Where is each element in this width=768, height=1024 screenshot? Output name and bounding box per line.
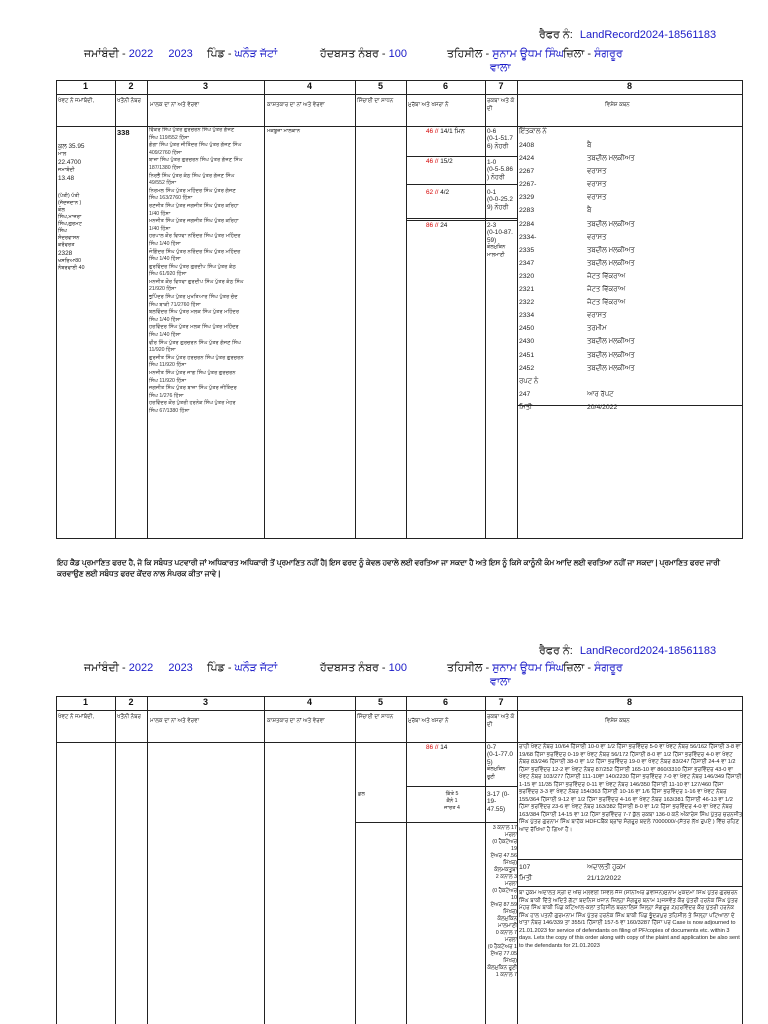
owner-line: ਸਿੰਘ 119/552 ਹਿੱਸਾ: [149, 134, 190, 141]
owner-line: 409/2760 ਹਿੱਸਾ: [149, 149, 182, 156]
owner-line: ਮਨਜੀਤ ਕੌਰ ਵਿਧਵਾ ਗੁਰਦੀਪ ਸਿੰਘ ਪੁੱਤਰ ਕੰਠ ਸਿੰਘ: [149, 278, 244, 285]
area-line: ਮਾਲਮਾਣੀ: [487, 251, 505, 258]
remark-key: 2334: [519, 312, 535, 320]
record-ref-label: ਰੈਫਰ ਨੰ:: [539, 645, 573, 657]
khewat-line: ਕੁਲ 35.95: [58, 143, 85, 150]
plot-area: [487, 159, 513, 181]
zila-field: [563, 662, 623, 675]
remark-row: [519, 322, 635, 335]
remark-key: 2424: [519, 155, 535, 163]
remark-key: 2408: [519, 142, 535, 149]
remark-key: 2267: [519, 168, 535, 176]
col-head-remarks: ਵਿਸ਼ੇਸ਼ ਕਥਨ: [605, 102, 630, 108]
col-head-khatoni: ਖਤੌਨੀ ਨੰਬਰ: [117, 98, 141, 104]
zila-label: ਜ਼ਿਲਾ -: [563, 662, 592, 674]
jamabandi-field: [84, 48, 193, 61]
col-head-irrigation: ਸਿੰਚਾਈ ਦਾ ਸਾਧਨ: [357, 714, 394, 720]
remark-value: ਵਰਾਸਤ: [587, 233, 607, 241]
area-line: ਰੂਣੀ: [487, 773, 495, 780]
owner-line: ਨਿਰਮਲ ਸਿੰਘ ਪੁੱਤਰ ਮਹਿੰਦਰ ਸਿੰਘ ਪੁੱਤਰ ਗੱਜਣ: [149, 187, 236, 194]
owner-line: ਬਾਜ਼ਾ ਸਿੰਘ ਪੁੱਤਰ ਗੁਰਚਰਨ ਸਿੰਘ ਪੁੱਤਰ ਗੱਜਣ ਸਿੰਘ: [149, 157, 243, 164]
area-line: 0-6: [487, 128, 497, 135]
remark-row: [519, 152, 635, 165]
hadbast-field: [320, 662, 407, 675]
zila-label: ਜ਼ਿਲਾ -: [563, 48, 592, 60]
record-ref: [539, 645, 716, 658]
khewat-line: ਸਿੰਘ,ਗੁਰਮਟ: [58, 221, 82, 227]
remark-text-mortgage: ਰਾਹੀ ਖੇਵਟ ਨੰਬਰ 10/64 ਹਿੱਸਾਈ 10-0 ਵਾ 1/2 ਹਿੱਸਾ ਭਰਵਿੰਦਰ 5-0 ਵਾ ਖੇਵਟ ਨੰਬਰ 56/162 ਹਿੱਸਾਈ 3-8 ਵਾ 19/68 ਹਿੱਸਾ ਭਰਵਿੰਦਰ 0-19 ਵਾ ਖੇਵਟ ਨੰਬਰ 56/172 ਹਿੱਸਾਈ 8-0 ਵਾ 1/2 ਹਿੱਸਾ ਭਰਵਿੰਦਰ 4-0 ਵਾ ਖੇਵਟ ਨੰਬਰ 83/246 ਹਿੱਸਾਈ 38-0 ਵਾ 1/2 ਹਿੱਸਾ ਭਰਵਿੰਦਰ 19-0 ਵਾ ਖੇਵਟ ਨੰਬਰ 83/247 ਹਿੱਸਾਈ 24-4 ਵਾ 1/2 ਹਿੱਸਾ ਭਰਵਿੰਦਰ 12-2 ਵਾ ਖੇਵਟ ਨੰਬਰ 87/252 ਹਿੱਸਾਈ 165-10 ਵਾ 860/3310 ਹਿੱਸਾ ਭਰਵਿੰਦਰ 43-0 ਵਾ ਖੇਵਟ ਨੰਬਰ 103/277 ਹਿੱਸਾਈ 111-10ਵਾ 140/2230 ਹਿੱਸਾ ਭਰਵਿੰਦਰ 7-0 ਵਾ ਖੇਵਟ ਨੰਬਰ 146/349 ਹਿੱਸਾਈ 1-15 ਵਾ 11/35 ਹਿੱਸਾ ਭਰਵਿੰਦਰ 0-11 ਵਾ ਖੇਵਟ ਨੰਬਰ 146/350 ਹਿੱਸਾਈ 11-10 ਵਾ 127/460 ਹਿੱਸਾ ਭਰਵਿੰਦਰ 3-3 ਵਾ ਖੇਵਟ ਨੰਬਰ 154/363 ਹਿੱਸਾਈ 10-16 ਵਾ 1/6 ਹਿੱਸਾ ਭਰਵਿੰਦਰ 1-16 ਵਾ ਖੇਵਟ ਨੰਬਰ 155/364 ਹਿੱਸਾਈ 9-12 ਵਾ 1/2 ਹਿੱਸਾ ਭਰਵਿੰਦਰ 4-16 ਵਾ ਖੇਵਟ ਨੰਬਰ 163/381 ਹਿੱਸਾਈ 46-13 ਵਾ 1/2 ਹਿੱਸਾ ਭਰਵਿੰਦਰ 23-6 ਵਾ ਖੇਵਟ ਨੰਬਰ 163/382 ਹਿੱਸਾਈ 8-0 ਵਾ 1/2 ਹਿੱਸਾ ਭਰਵਿੰਦਰ 4-0 ਵਾ ਖੇਵਟ ਨੰਬਰ 163/384 ਹਿੱਸਾਈ 14-15 ਵਾ 1/2 ਹਿੱਸਾ ਭਰਵਿੰਦਰ 7-7 ਕੁੱਲ ਰਕਬਾ 136-0 ਕਨੋ ਅੰਕਾਰੇਸ ਸਿੰਘ ਪੁੱਤਰ ਚਰਨਜੀਤ ਸਿੰਘ ਪੁੱਤਰ ਗੁਰਨਾਮ ਸਿੰਘ ਬਾਹੱਕ HDFCਬੈਂਕ ਬ੍ਰਾਂਚ ਸੰਗਰੂਰ ਬਦਲੇ 7000000/-(ਸੱਤਰ ਲੱਖ ਰੁਪਏ ) ਵਿੱਚ ਰਹਿਣ ਆਦ ਰੱਖਿਆ ਹੈ ਗਿਆ ਹੈ।: [519, 744, 743, 833]
col-head-khewat: ਖੇਵਟ ਨੰ ਜਮਾਂਬੰਦੀ,: [58, 714, 94, 720]
col-number: 1: [82, 697, 88, 707]
remark-value: ਤਰਮੀਮ: [587, 325, 607, 333]
remark-row: [519, 218, 635, 231]
col-number: 8: [626, 81, 632, 91]
area-breakdown-line: ਮਰਲਾ: [504, 881, 517, 887]
remark-value: 20/4/2022: [587, 403, 618, 411]
remark-key: 2283: [519, 207, 535, 215]
col-head-cultivator: ਕਾਸ਼ਤਕਾਰ ਦਾ ਨਾਂ ਅਤੇ ਵੇਰਵਾ: [267, 102, 325, 108]
remark-value: ਤਬਦੀਲ ਮਲਕੀਅਤ: [587, 246, 635, 254]
remark-value: ਤਬਦੀਲ ਮਲਕੀਅਤ: [587, 338, 635, 346]
area-line: 6) ਨੋਹਰੀ: [487, 142, 509, 150]
remark-value: ਵਰਾਸਤ: [587, 312, 607, 320]
owner-line: ਮਨਜੀਤ ਸਿੰਘ ਪੁੱਤਰ ਜਗਜੀਤ ਸਿੰਘ ਪੁੱਤਰ ਕਰਿਹਾ: [149, 218, 239, 225]
tehsil-label: ਤਹਿਸੀਲ -: [447, 662, 490, 674]
year-from: 2022: [128, 48, 154, 60]
col-number: 6: [442, 697, 448, 707]
khewat-line: (ਪੱਤੀ) ਪੱਤੀ: [58, 193, 80, 199]
remark-value: ਤਬਦੀਲ ਮਲਕੀਅਤ: [587, 220, 635, 228]
area-line: 0-7: [487, 744, 497, 751]
remark-row: [519, 388, 635, 401]
remark-row: [519, 244, 635, 257]
col-number: 8: [626, 697, 632, 707]
owner-line: ਸਿੰਘ 1/40 ਹਿੱਸਾ: [149, 240, 181, 247]
owner-line: ਸਿੰਘ 11/920 ਹਿੱਸਾ: [149, 377, 187, 384]
owner-line: ਵਿੱਕਰ ਸਿੰਘ ਪੁੱਤਰ ਗੁਰਚਰਨ ਸਿੰਘ ਪੁੱਤਰ ਗੱਜਣ: [149, 127, 235, 133]
area-breakdown-line: (0 ਹੈਕਟੇਅਰ 1: [487, 944, 517, 950]
record-ref-number: LandRecord2024-18561183: [579, 29, 717, 41]
remark-key: 107: [519, 864, 531, 871]
total-counts: [422, 791, 482, 812]
remark-value: ਆਰ ਰੱਪਟ: [587, 390, 614, 398]
khewat-line: [58, 183, 114, 193]
remark-row: [519, 204, 635, 217]
remark-row: [519, 375, 635, 388]
col-head-cultivator: ਕਾਸ਼ਤਕਾਰ ਦਾ ਨਾਂ ਅਤੇ ਵੇਰਵਾ: [267, 718, 325, 724]
total-count-line: ਜਾਰਤ 4: [444, 805, 460, 811]
remark-value: ਤਬਦੀਲ ਮਲਕੀਅਤ: [587, 351, 635, 359]
owner-line: 49/552 ਹਿੱਸਾ: [149, 180, 177, 187]
owner-line: ਜੋਗਿੰਦਰ ਸਿੰਘ ਪੁੱਤਰ ਨਰਿੰਦਰ ਸਿੰਘ ਪੁੱਤਰ ਮਹਿੰਦਰ: [149, 248, 241, 255]
khasra-number: 15/2: [440, 158, 453, 165]
col-number: 7: [498, 697, 504, 707]
remark-key: 2322: [519, 299, 535, 307]
owner-line: ਸਿੰਘ 163/2760 ਹਿੱਸਾ: [149, 195, 193, 202]
area-breakdown-line: ਮਿੱਖਰ): [503, 909, 517, 915]
khasra-number: 4/2: [440, 189, 450, 196]
khewat-line: 2328: [58, 250, 73, 257]
tehsil-value-cont: ਵਾਲਾ: [490, 62, 511, 74]
area-breakdown-line: ਏਅਰ 77.05: [490, 951, 517, 957]
plot-area: [487, 744, 513, 781]
khewat-line: ਨੰਬਰਵਾਈ 40: [58, 265, 85, 271]
owner-line: ਸਿੰਘ ਬਾਕੀ 71/2760 ਹਿੱਸਾ: [149, 301, 201, 308]
jamabandi-label: ਜਮਾਂਬੰਦੀ -: [84, 662, 126, 674]
col-head-remarks: ਵਿਸ਼ੇਸ਼ ਕਥਨ: [605, 718, 630, 724]
remark-text-court-order: ਬਾ ਹੁਕਮ ਅਦਾਲਤ ਸ੍ਰੀ ਦੇ ਐੱਚ ਮਲਵਈ ਸਿਵਲ ਜੱਜ (ਸੀਨੀਅਰ ਡਵੀਜਨ)ਸੁਨਾਮ ਮੁਕਦਮਾ ਸਿੰਘ ਪੁੱਤਰ ਗੁਰਚਰਨ ਸਿੰਘ ਬਾਕੀ ਦਿੱਤੇ ਅਦਿਤੋ ਗੱਟਾ ਬਦਨਿਸ ਖ਼ਜਾਨ ਜ਼ਿਲ੍ਹਾ ਸੰਗਰੂਰ ਬਨਾਮ 1)ਜਸਵੰਤ ਕੌਰ ਪੁੱਤਰੀ ਹਰਨੇਕ ਸਿੰਘ ਪੁੱਤਰ ਮੇਹਰ ਸਿੰਘ ਬਾਕੀ ਪਿੰਡ ਕਟਿਆਲ-ਕਲਾਂ ਤਹਿਸੀਲ ਬਰਨਾਲਿਸ਼ ਜ਼ਿਲ੍ਹਾ ਸੰਗਰੂਰ 2)ਹਰਵਿੰਦਰ ਕੌਰ ਪੁੱਤਰੀ ਹਰਨੇਕ ਸਿੰਘ ਹਾਲ ਪਤਨੀ ਗੁਰਮਨਾਮ ਸਿੰਘ ਪੁੱਤਰ ਹਰਨੇਕ ਸਿੰਘ ਬਾਕੀ ਪਿੰਡ ਭੂੰਦੜਪੁਰ ਤਹਿਸੀਲ ਤੇ ਜ਼ਿਲ੍ਹਾ ਪਟਿਆਲਾ ਦੇ ਖਾਤਾ ਨੰਬਰ 146/339 ਤਾ 355/1 ਹਿੱਸਾਈ 157-5 ਵਾ 160/3287 ਹਿੱਸਾ ਪਰ Case is now adjourned to 21.01.2023 for service of defendants on filing of PF/copies of documents etc. within 3 days. Lets the copy of this order along with copy of the plaint and application be also sent to the defendants for 21.01.2023: [519, 890, 740, 949]
khewat-line: (ਜੱਦਜਦਾਨ ): [58, 200, 82, 206]
owner-line: ਸਿੰਘ 67/1380 ਹਿੱਸਾ: [149, 407, 190, 414]
owner-line: 187/1380 ਹਿੱਸਾ: [149, 164, 182, 171]
khasra-number: 14/1 ਮਿਨ: [440, 128, 465, 135]
owner-line: ਮਨਜੀਤ ਸਿੰਘ ਪੁੱਤਰ ਜਾਗ ਸਿੰਘ ਪੁੱਤਰ ਗੁਰਚਰਨ: [149, 370, 236, 376]
remark-row: [519, 257, 635, 270]
col-head-owner: ਮਾਲਕ ਦਾ ਨਾਂ ਅਤੇ ਵੇਰਵਾ: [150, 718, 200, 724]
col-head-area: ਰਕਬਾ ਅਤੇ ਕੋ ਦੀ: [487, 714, 515, 728]
plot-area: [487, 128, 513, 150]
area-line: (0-0-25.2: [487, 196, 513, 204]
plot-row: 86 // 24: [426, 222, 448, 229]
owner-line: ਸਿੰਘ 1/276 ਹਿੱਸਾ: [149, 392, 184, 399]
area-breakdown-line: ਮਿੱਖਰ): [503, 958, 517, 964]
remark-key: 2320: [519, 272, 535, 280]
area-line: (0-1-77.0: [487, 751, 513, 759]
area-line: ) ਨੋਹਰੀ: [487, 173, 505, 181]
col-number: 1: [82, 81, 88, 91]
area-breakdown-line: ਕੋਲਮੁਕਿਨ ਰੂਣੀ: [487, 965, 517, 971]
pind-field: [207, 662, 277, 675]
area-line: (0-1-51.7: [487, 135, 513, 143]
area-breakdown-line: ਏਅਰ 87.59: [490, 902, 517, 908]
remark-row: [519, 165, 635, 178]
remark-key: 2335: [519, 246, 535, 254]
remark-value: ਵਰਾਸਤ: [587, 194, 607, 202]
murabba-number: 46: [426, 158, 434, 165]
owner-line: ਗੁਰਵਿੰਦਰ ਸਿੰਘ ਪੁੱਤਰ ਗੁਰਦੀਪ ਸਿੰਘ ਪੁੱਤਰ ਕੰਠ: [149, 263, 236, 270]
area-line: 0-1: [487, 189, 497, 196]
khewat-line: ਕੋਲ: [58, 207, 66, 213]
remark-row: [519, 139, 635, 152]
owner-line: ਵੀਰ ਸਿੰਘ ਪੁੱਤਰ ਗੁਰਚਰਨ ਸਿੰਘ ਪੁੱਤਰ ਗੱਜਣ ਸਿੰਘ: [149, 339, 241, 346]
remark-row: [519, 296, 635, 309]
area-breakdown-line: ਕੋਲਮਕਤੂਬਾ: [494, 867, 517, 873]
remark-value: 21/12/2022: [587, 875, 622, 882]
area-breakdown-line: (0 ਹੈਕਟੇਅਰ 19: [492, 839, 517, 852]
remark-key: 2450: [519, 325, 535, 333]
area-breakdown-line: 0 ਕਨਾਲ 7: [495, 930, 517, 936]
col-head-khasra: ਮੁਰੱਬਾ ਅਤੇ ਖਸਰਾ ਨੰ: [408, 102, 449, 108]
tehsil-value: ਸੁਨਾਮ ਊਧਮ ਸਿੰਘ: [492, 662, 565, 674]
area-line: 3-17 (0-: [487, 791, 510, 798]
area-line: 59): [487, 236, 497, 244]
record-ref-number: LandRecord2024-18561183: [579, 645, 717, 657]
khewat-line: 22.4700: [58, 159, 82, 166]
owner-line: ਬਲਵਿੰਦਰ ਸਿੰਘ ਪੁੱਤਰ ਮਲਕ ਸਿੰਘ ਪੁੱਤਰ ਮਹਿੰਦਰ: [149, 309, 240, 316]
owner-line: ਸਿੰਘ 11/920 ਹਿੱਸਾ: [149, 362, 187, 369]
remark-value: ਵਰਾਸਤ: [587, 168, 607, 176]
owner-line: ਗੰਗਾ ਸਿੰਘ ਪੁੱਤਰ ਜੀਤਿੰਦਰ ਸਿੰਘ ਪੁੱਤਰ ਗੱਜਣ ਸਿੰਘ: [149, 142, 242, 149]
year-to: 2023: [168, 48, 193, 60]
remark-row: [519, 873, 625, 884]
area-line: 9) ਨੋਹਰੀ: [487, 203, 509, 211]
remark-key: 2452: [519, 364, 535, 372]
col-number: 3: [202, 697, 208, 707]
remark-row: [519, 283, 635, 296]
owner-line: ਗੁਰਜੀਤ ਸਿੰਘ ਪੁੱਤਰ ਹਰਚਰਨ ਸਿੰਘ ਪੁੱਤਰ ਗੁਰਚਰਨ: [149, 354, 244, 361]
owner-line: 1/40 ਹਿੱਸਾ: [149, 225, 171, 232]
plot-row: 62 // 4/2: [426, 189, 450, 196]
owner-line: 21/920 ਹਿੱਸਾ: [149, 286, 177, 293]
remark-value: ਬੈ: [587, 207, 592, 215]
remarks-title: ਇੰਤਕਾਲ ਨੰ: [519, 128, 547, 135]
owner-line: ਹਰਪਾਲ ਕੌਰ ਵਿਧਵਾ ਨਰਿੰਦਰ ਸਿੰਘ ਪੁੱਤਰ ਮਹਿੰਦਰ: [149, 233, 241, 240]
remark-row: [519, 862, 625, 873]
total-label: ਕੁਲ: [358, 791, 366, 797]
remark-key: ਮਿਤੀ: [519, 875, 533, 882]
remark-key: 2267-: [519, 181, 537, 189]
col-head-irrigation: ਸਿੰਚਾਈ ਦਾ ਸਾਧਨ: [357, 98, 394, 104]
khewat-line: ਜਮਾਬੰਦੀ: [58, 167, 75, 173]
area-line: (0-5-5.86: [487, 166, 513, 174]
area-breakdown-line: ਏਅਰ 47.56: [490, 853, 517, 859]
remark-row: [519, 309, 635, 322]
col-number: 5: [377, 81, 383, 91]
hadbast-value: 100: [388, 662, 408, 674]
col-number: 4: [306, 697, 312, 707]
owner-line: ਰਣਜੀਤ ਸਿੰਘ ਪੁੱਤਰ ਜਗਜੀਤ ਸਿੰਘ ਪੁੱਤਰ ਕਰਿਹਾ: [149, 202, 239, 209]
col-head-khasra: ਮੁਰੱਬਾ ਅਤੇ ਖਸਰਾ ਨੰ: [408, 718, 449, 724]
area-line: (0-10-87.: [487, 229, 513, 237]
area-breakdown-line: ਮਾਲਮਾਣੀ: [498, 923, 517, 929]
area-line: ਕੋਲਮੁਕਿਨ: [487, 244, 506, 251]
remark-value: ਜੋਟਤ ਵਿੱਕਰਾਅ: [587, 272, 626, 280]
owner-line: ਨਿਰਭੈ ਸਿੰਘ ਪੁੱਤਰ ਕੰਠ ਸਿੰਘ ਪੁੱਤਰ ਗੱਜਣ ਸਿੰਘ: [149, 172, 235, 179]
remark-value: ਤਬਦੀਲ ਮਲਕੀਅਤ: [587, 155, 635, 163]
area-line: 1-0: [487, 159, 497, 166]
khewat-info: [58, 142, 114, 272]
remark-value: ਅਦਾਲਤੀ ਹੁਕਮ: [587, 864, 626, 871]
murabba-number: 86: [426, 222, 434, 229]
hadbast-value: 100: [388, 48, 408, 60]
remark-key: ਮਿਤੀ: [519, 403, 533, 411]
area-breakdown-line: 2 ਕਨਾਲ 3: [495, 874, 517, 880]
khewat-line: ਸਿੰਘ: [58, 228, 67, 234]
remark-row: [519, 349, 635, 362]
zila-field: [563, 48, 623, 61]
col-number: 7: [498, 81, 504, 91]
remark-row: [519, 362, 635, 375]
year-to: 2023: [168, 662, 193, 674]
tehsil-value-cont: ਵਾਲਾ: [490, 676, 511, 688]
pind-label: ਪਿੰਡ -: [207, 662, 232, 674]
col-head-area: ਰਕਬਾ ਅਤੇ ਕੋ ਦੀ: [487, 98, 515, 112]
remark-key: 247: [519, 390, 531, 398]
record-ref-label: ਰੈਫਰ ਨੰ:: [539, 29, 573, 41]
pind-value: ਘਨੌੜ ਜੱਟਾਂ: [234, 662, 278, 674]
remark-row: [519, 270, 635, 283]
area-line: 19-: [487, 798, 497, 806]
khewat-line: ਸਿੰਘ,ਮਾਜਰਾ: [58, 214, 82, 220]
plot-row: 46 // 15/2: [426, 158, 453, 165]
remark-row: [519, 178, 635, 191]
col-number: 3: [202, 81, 208, 91]
murabba-number: 62: [426, 189, 434, 196]
remark-value: ਤਬਦੀਲ ਮਲਕੀਅਤ: [587, 259, 635, 267]
plot-row: 86 // 14: [426, 744, 448, 751]
owner-line: 1/40 ਹਿੱਸਾ: [149, 210, 171, 217]
remark-row: [519, 335, 635, 348]
owner-line: ਭੁਪਿੰਦਰ ਸਿੰਘ ਪੁੱਤਰ ਮੁਖਤਿਆਰ ਸਿੰਘ ਪੁੱਤਰ ਚੰਦ: [149, 294, 238, 301]
plot-area: [487, 189, 513, 211]
col-head-khewat: ਖੇਵਟ ਨੰ ਜਮਾਂਬੰਦੀ,: [58, 98, 94, 104]
remark-key: 2329: [519, 194, 535, 202]
pind-label: ਪਿੰਡ -: [207, 48, 232, 60]
remark-value: ਜੋਟਤ ਵਿੱਕਰਾਅ: [587, 286, 626, 294]
khasra-number: 14: [440, 744, 448, 751]
owner-line: ਸਿੰਘ 1/40 ਹਿੱਸਾ: [149, 256, 181, 263]
zila-value: ਸੰਗਰੂਰ: [594, 662, 623, 674]
khewat-line: ਸੰਦਰਵਾਸਨ: [58, 235, 80, 241]
col-number: 2: [128, 697, 134, 707]
area-line: ਕੋਲਮੁਕਿਨ: [487, 766, 506, 773]
col-head-owner: ਮਾਲਕ ਦਾ ਨਾਂ ਅਤੇ ਵੇਰਵਾ: [150, 102, 200, 108]
total-count-line: ਕਿੱਤੇ 5: [445, 791, 459, 797]
remark-value: ਵਰਾਸਤ: [587, 181, 607, 189]
remark-key: 2284: [519, 220, 535, 228]
remark-key: 2321: [519, 286, 535, 294]
year-from: 2022: [128, 662, 154, 674]
total-area: [487, 791, 509, 813]
area-breakdown-line: 3 ਕਨਾਲ 17: [492, 825, 517, 831]
khewat-line: ਖਸਰਿਆ80: [58, 258, 82, 264]
remark-key: 2347: [519, 259, 535, 267]
jamabandi-label: ਜਮਾਂਬੰਦੀ -: [84, 48, 126, 60]
tehsil-value: ਸੁਨਾਮ ਊਧਮ ਸਿੰਘ: [492, 48, 565, 60]
owner-line: ਸਿੰਘ 1/40 ਹਿੱਸਾ: [149, 332, 181, 339]
owner-list: [149, 127, 261, 416]
area-breakdown-line: ਮਿੱਖਰ): [503, 860, 517, 866]
zila-value: ਸੰਗਰੂਰ: [594, 48, 623, 60]
remark-key: 2451: [519, 351, 535, 359]
murabba-number: 86: [426, 744, 434, 751]
owner-line: ਹਰਵਿੰਦਰ ਕੌਰ ਪੁੱਤਰੀ ਹਰਨੇਕ ਸਿੰਘ ਪੁੱਤਰ ਮੇਹਰ: [149, 400, 236, 407]
remarks-list: [519, 139, 635, 414]
owner-line: 11/920 ਹਿੱਸਾ: [149, 347, 176, 354]
hadbast-label: ਹੱਦਬਸਤ ਨੰਬਰ -: [320, 662, 386, 674]
col-number: 2: [128, 81, 134, 91]
area-line: 2-3: [487, 222, 497, 229]
area-breakdown-line: ਮਰਲਾ: [504, 937, 517, 943]
tehsil-field: [447, 662, 564, 675]
remark-row: [519, 231, 635, 244]
remark-order-rows: [519, 862, 625, 884]
tehsil-label: ਤਹਿਸੀਲ -: [447, 48, 490, 60]
remark-row: [519, 191, 635, 204]
area-breakdown: [487, 825, 517, 979]
area-line: 47.55): [487, 805, 506, 813]
remark-row: [519, 401, 635, 414]
owner-line: ਜਗਜੀਤ ਸਿੰਘ ਪੁੱਤਰ ਬਾਜ਼ਾ ਸਿੰਘ ਪੁੱਤਰ ਜੀਤਿੰਦਰ: [149, 385, 237, 392]
col-number: 5: [377, 697, 383, 707]
plot-row: 46 // 14/1 ਮਿਨ: [426, 128, 465, 135]
area-breakdown-line: 1 ਕਨਾਲ 7: [495, 972, 517, 978]
col-head-khatoni: ਖਤੌਨੀ ਨੰਬਰ: [117, 714, 141, 720]
khewat-line: 13.48: [58, 175, 74, 182]
owner-line: ਸਿੰਘ 61/920 ਹਿੱਸਾ: [149, 271, 187, 278]
plot-area: [487, 222, 513, 259]
area-breakdown-line: ਮਰਲਾ: [504, 832, 517, 838]
disclaimer-notice: ਇਹ ਕੈਡ ਪ੍ਰਮਾਣਿਤ ਫਰਦ ਹੈ, ਜੋ ਕਿ ਸਬੰਧਤ ਪਟਵਾਰੀ ਜਾਂ ਅਧਿਕਾਰਤ ਅਧਿਕਾਰੀ ਤੋਂ ਪ੍ਰਮਾਣਿਤ ਨਹੀਂ ਹੈ| ਇਸ ਫਰਦ ਨੂੰ ਕੇਵਲ ਹਵਾਲੇ ਲਈ ਵਰਤਿਆ ਜਾ ਸਕਦਾ ਹੈ ਅਤੇ ਇਸ ਨੂੰ ਕਿਸੇ ਕਾਨੂੰਨੀ ਕੰਮ ਆਦਿ ਲਈ ਵਰਤਿਆ ਨਹੀਂ ਜਾ ਸਕਦਾ | ਪ੍ਰਮਾਣਿਤ ਫਰਦ ਜਾਰੀ ਕਰਵਾਉਣ ਲਈ ਸਬੰਧਤ ਫਰਦ ਕੇਂਦਰ ਨਾਲ ਸੰਪਰਕ ਕੀਤਾ ਜਾਵੇ |: [57, 558, 720, 578]
remark-key: 2430: [519, 338, 535, 346]
khatoni-number: 338: [117, 128, 130, 137]
cultivator-name: ਮਕਬੂਜ਼ਾ ਮਾਲਕਾਨ: [267, 128, 301, 134]
jamabandi-field: [84, 662, 193, 675]
khewat-line: ਮਾਲ: [58, 151, 67, 157]
tehsil-field: [447, 48, 564, 61]
owner-line: ਹਰਵਿੰਦਰ ਸਿੰਘ ਪੁੱਤਰ ਮਲਕ ਸਿੰਘ ਪੁੱਤਰ ਮਹਿੰਦਰ: [149, 324, 239, 331]
area-line: 5): [487, 758, 493, 766]
khasra-number: 24: [440, 222, 448, 229]
hadbast-field: [320, 48, 407, 61]
owner-line: ਸਿੰਘ 1/40 ਹਿੱਸਾ: [149, 316, 181, 323]
pind-field: [207, 48, 277, 61]
col-number: 4: [306, 81, 312, 91]
murabba-number: 46: [426, 128, 434, 135]
remark-key: 2334-: [519, 233, 537, 241]
remark-key: ਰਪਟ ਨੰ: [519, 377, 539, 385]
pind-value: ਘਨੌੜ ਜੱਟਾਂ: [234, 48, 278, 60]
remark-value: ਬੈ: [587, 142, 592, 149]
col-number: 6: [442, 81, 448, 91]
remark-value: ਤਬਦੀਲ ਮਲਕੀਅਤ: [587, 364, 635, 372]
remark-value: ਜੋਟਤ ਵਿੱਕਰਾਅ: [587, 299, 626, 307]
hadbast-label: ਹੱਦਬਸਤ ਨੰਬਰ -: [320, 48, 386, 60]
total-count-line: ਕੈਨੰ 1: [446, 798, 458, 804]
area-breakdown-line: ਕੋਲਮੁਕਿਨ: [497, 916, 517, 922]
area-breakdown-line: (0 ਹੈਕਟੇਅਰ 10: [492, 888, 517, 901]
khewat-line: ਕਰੱਵਰਤ: [58, 242, 75, 248]
record-ref: [539, 29, 716, 42]
